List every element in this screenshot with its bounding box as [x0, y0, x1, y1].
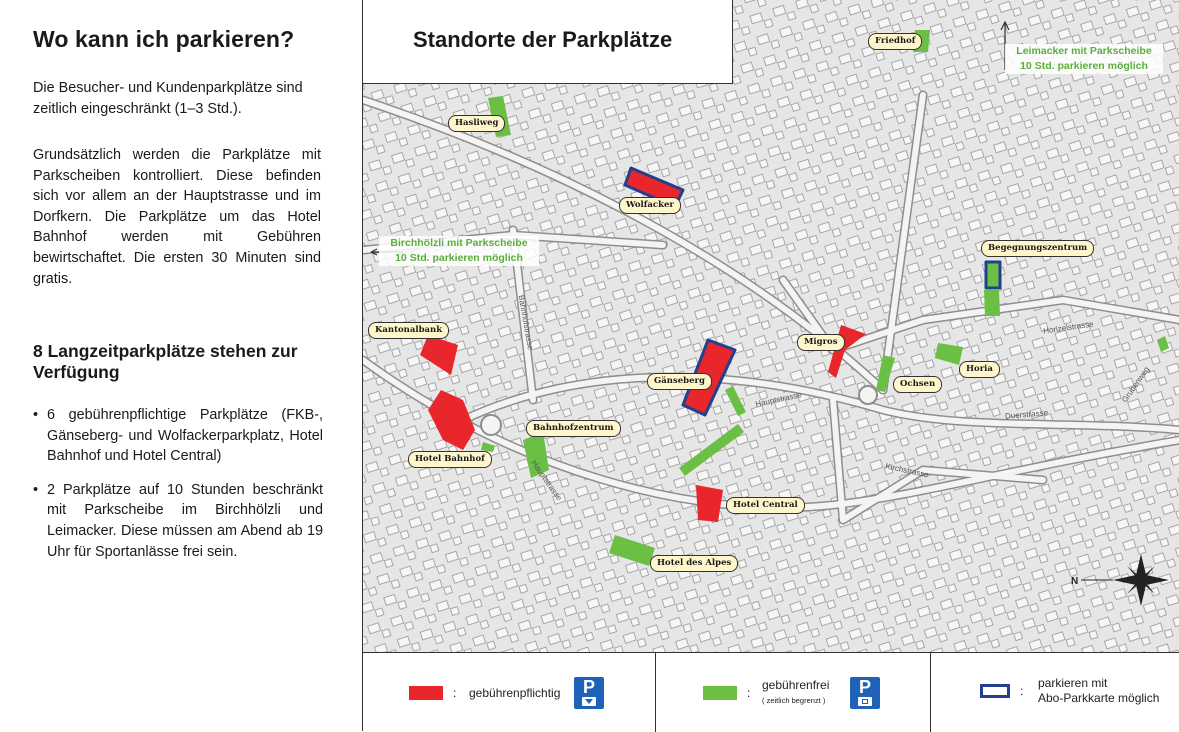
birchhoelzli-line2: 10 Std. parkieren möglich	[395, 252, 523, 264]
free-note: ( zeitlich begrenzt )	[762, 696, 826, 705]
roundabout	[481, 415, 501, 435]
street-grubenweg: Grubenweg	[1120, 364, 1152, 405]
legend-abo	[930, 653, 1179, 732]
label-hotel-bahnhof: Hotel Bahnhof	[408, 451, 492, 468]
roundabout	[859, 386, 877, 404]
abo-separator: :	[1020, 684, 1024, 698]
legend-free	[655, 653, 931, 732]
street-hauptstrasse: Hauptstrasse	[529, 458, 564, 503]
paid-swatch	[409, 686, 443, 700]
abo-line1: parkieren mit	[1038, 676, 1108, 690]
label-hotel-des-alpes: Hotel des Alpes	[650, 555, 738, 572]
compass-north-label: N	[1071, 576, 1079, 587]
free-label-block	[762, 678, 829, 708]
birchhoelzli-note	[379, 236, 539, 266]
label-horia: Horia	[959, 361, 1000, 378]
label-migros: Migros	[797, 334, 845, 351]
intro-paragraph: Die Besucher- und Kundenparkplätze sind zeitlich eingeschränkt (1–3 Std.).	[33, 80, 303, 117]
label-ochsen: Ochsen	[893, 376, 942, 393]
label-kantonalbank: Kantonalbank	[368, 322, 449, 339]
map-title: Standorte der Parkplätze	[413, 27, 673, 52]
control-paragraph: Grundsätzlich werden die Parkplätze mit Parkscheiben kontrolliert. Diese befinden sich vor allem an der Hauptstrasse und im Dorfkern. Die Parkplätze um das Hotel Bahnhof werden mit Gebühren bewirtschaftet. Die ersten 30 Minuten sind gratis.	[33, 147, 321, 287]
map-frame	[362, 0, 1179, 731]
legend-paid	[363, 653, 656, 732]
list-item: • 2 Parkplätze auf 10 Stunden beschränkt mit Parkscheibe im Birchhölzli und Leimacker. Diese müssen am Abend ab 19 Uhr für Sportanlässe frei sein.	[33, 480, 323, 562]
label-wolfacker: Wolfacker	[619, 197, 681, 214]
street-hauptstrasse: Hauptstrasse	[754, 390, 803, 409]
label-bahnhofzentrum: Bahnhofzentrum	[526, 420, 621, 437]
text-column	[0, 0, 362, 731]
map-legend	[363, 652, 1179, 732]
street-horizelstrasse: Horizelstrasse	[1042, 319, 1095, 336]
label-friedhof: Friedhof	[868, 33, 922, 50]
label-gaenseberg: Gänseberg	[647, 373, 712, 390]
street-bahnhofstrasse: Bahnhofstrasse	[516, 294, 536, 351]
paid-separator: :	[453, 686, 457, 700]
label-hasliweg: Hasliweg	[448, 115, 505, 132]
longterm-heading: 8 Langzeitparkplätze stehen zur Verfügung	[33, 341, 298, 382]
abo-label-block	[1038, 676, 1159, 706]
leimacker-line1: Leimacker mit Parkscheibe	[1016, 45, 1152, 57]
birchhoelzli-line1: Birchhölzli mit Parkscheibe	[390, 237, 528, 249]
abo-line2: Abo-Parkkarte möglich	[1038, 691, 1160, 705]
parking-list	[33, 405, 323, 575]
free-swatch	[703, 686, 737, 700]
leimacker-note	[1005, 44, 1163, 74]
free-label: gebührenfrei	[762, 678, 830, 692]
list-item: • 6 gebührenpflichtige Parkplätze (FKB-, Gänseberg- und Wolfackerparkplatz, Hotel Bahnhof und Hotel Central)	[33, 405, 323, 467]
free-parking-icon: P	[850, 677, 880, 709]
abo-swatch	[980, 684, 1010, 698]
parking-begegnung-strip	[984, 290, 1000, 316]
parking-begegnungszentrum	[986, 262, 1000, 288]
map-title-box	[363, 0, 733, 84]
label-hotel-central: Hotel Central	[726, 497, 805, 514]
paid-label: gebührenpflichtig	[469, 686, 561, 700]
page-heading: Wo kann ich parkieren?	[33, 26, 295, 52]
street-kirchstrasse: Kirchstrasse	[884, 461, 930, 480]
street-duerstrasse: Duerstrasse	[1004, 408, 1049, 421]
leimacker-line2: 10 Std. parkieren möglich	[1020, 60, 1148, 72]
label-begegnungszentrum: Begegnungszentrum	[981, 240, 1094, 257]
paid-parking-icon: P	[574, 677, 604, 709]
free-separator: :	[747, 686, 751, 700]
